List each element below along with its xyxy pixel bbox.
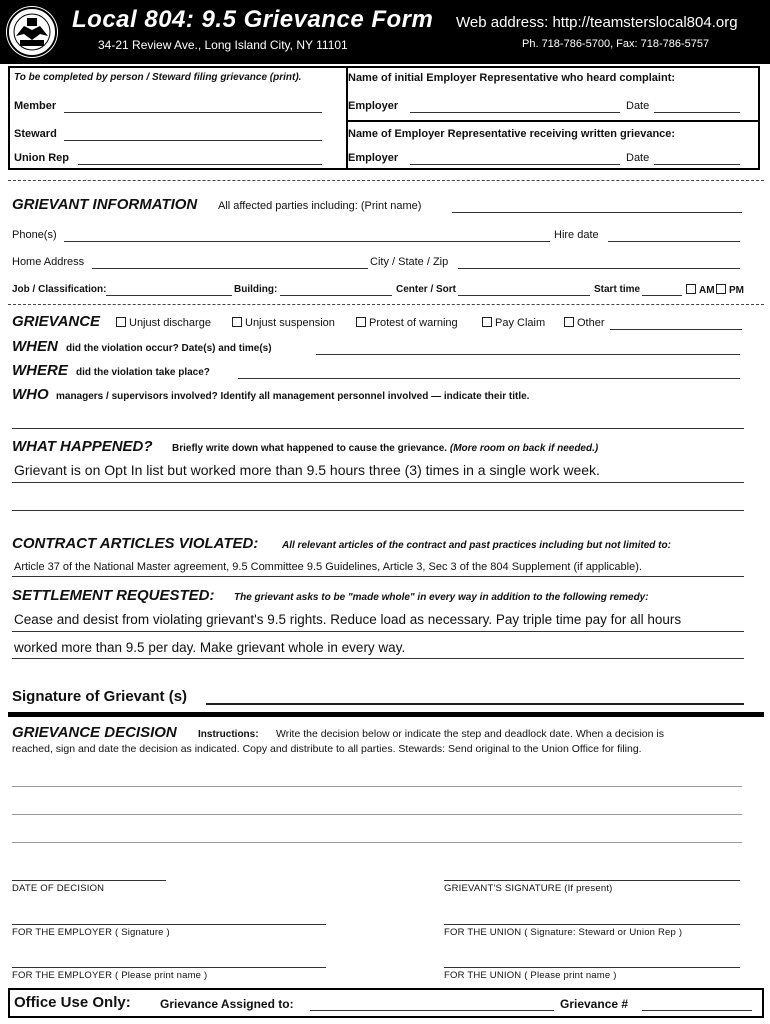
contract-line [12,576,744,577]
union-rep-field[interactable] [78,164,322,165]
grievant-info-subtitle: All affected parties including: (Print name) [218,200,422,212]
employer-2-label: Employer [348,152,399,164]
checkbox-icon [356,317,366,327]
am-option[interactable]: AM [686,284,715,296]
phone-field[interactable] [64,241,550,242]
who-text: managers / supervisors involved? Identify all management personnel involved — indicate their title. [56,391,530,402]
what-happened-instructions: Briefly write down what happened to cause the grievance. (More room on back if needed.) [172,443,599,454]
union-address: 34-21 Review Ave., Long Island City, NY 11101 [98,38,348,52]
phone-fax: Ph. 718-786-5700, Fax: 718-786-5757 [522,38,710,50]
web-address[interactable]: Web address: http://teamsterslocal804.org [456,14,738,31]
grievant-info-title: GRIEVANT INFORMATION [12,196,198,213]
form-header [0,0,770,64]
contract-subtitle: All relevant articles of the contract and past practices including but not limited to: [282,540,671,551]
option-other[interactable]: Other [564,317,605,329]
checkbox-icon [482,317,492,327]
union-print-label: FOR THE UNION ( Please print name ) [444,970,617,981]
employer-1-field[interactable] [410,112,620,113]
decision-line-3[interactable] [12,842,742,843]
steward-label: Steward [14,128,57,140]
job-field[interactable] [106,295,232,296]
grievance-number-label: Grievance # [560,997,629,1011]
where-field[interactable] [238,378,740,379]
union-rep-label: Union Rep [14,152,69,164]
who-title: WHO [12,386,49,403]
what-happened-answer[interactable]: Grievant is on Opt In list but worked more than 9.5 hours three (3) times in a single work week. [14,462,600,478]
initial-employer-rep-title: Name of initial Employer Representative who heard complaint: [348,72,676,84]
decision-instructions-1: Write the decision below or indicate the step and deadlock date. When a decision is [276,728,664,740]
option-pay-claim[interactable]: Pay Claim [482,317,545,329]
form-title: Local 804: 9.5 Grievance Form [72,6,434,33]
home-address-label: Home Address [12,256,85,268]
phone-label: Phone(s) [12,229,57,241]
center-sort-field[interactable] [458,295,590,296]
checkbox-icon [564,317,574,327]
start-time-field[interactable] [642,295,682,296]
settlement-line-1[interactable]: Cease and desist from violating grievant's 9.5 rights. Reduce load as necessary. Pay triple time pay for all hours [14,612,682,627]
date-1-label: Date [626,100,650,112]
option-unjust-suspension[interactable]: Unjust suspension [232,317,335,329]
filer-instructions: To be completed by person / Steward filing grievance (print). [14,72,302,83]
contract-title: CONTRACT ARTICLES VIOLATED: [12,535,259,552]
other-field[interactable] [610,329,742,330]
grievance-assigned-field[interactable] [310,1010,554,1011]
settlement-underline-2 [12,658,744,659]
employer-1-label: Employer [348,100,399,112]
when-title: WHEN [12,338,58,355]
city-state-zip-label: City / State / Zip [370,256,449,268]
building-field[interactable] [280,295,392,296]
pm-option[interactable]: PM [716,284,744,296]
signature-field[interactable] [206,703,744,705]
checkbox-icon [116,317,126,327]
grievance-assigned-label: Grievance Assigned to: [160,997,294,1011]
grievant-signature-field[interactable] [444,880,740,881]
home-address-field[interactable] [92,268,368,269]
center-sort-label: Center / Sort [396,284,457,295]
grievant-signature-label: GRIEVANT'S SIGNATURE (If present) [444,883,613,894]
when-field[interactable] [316,354,740,355]
hire-date-label: Hire date [554,229,599,241]
employer-print-label: FOR THE EMPLOYER ( Please print name ) [12,970,208,981]
union-signature-label: FOR THE UNION ( Signature: Steward or Union Rep ) [444,927,683,938]
date-2-label: Date [626,152,650,164]
union-print-field[interactable] [444,967,740,968]
employer-2-field[interactable] [410,164,620,165]
hire-date-field[interactable] [608,241,740,242]
who-field[interactable] [12,428,744,429]
decision-line-2[interactable] [12,814,742,815]
signature-label: Signature of Grievant (s) [12,688,188,705]
employer-signature-field[interactable] [12,924,326,925]
date-of-decision-field[interactable] [12,880,166,881]
divider [8,304,764,305]
when-text: did the violation occur? Date(s) and time(s) [66,343,272,354]
date-of-decision-label: DATE OF DECISION [12,883,105,894]
option-unjust-discharge[interactable]: Unjust discharge [116,317,211,329]
where-text: did the violation take place? [76,367,210,378]
grievance-title: GRIEVANCE [12,313,101,330]
start-time-label: Start time [594,284,641,295]
what-happened-line-1[interactable] [12,482,744,483]
option-protest-warning[interactable]: Protest of warning [356,317,458,329]
checkbox-icon [716,284,726,294]
office-use-title: Office Use Only: [14,994,131,1011]
member-field[interactable] [64,112,322,113]
decision-title: GRIEVANCE DECISION [12,724,177,741]
building-label: Building: [234,284,278,295]
settlement-title: SETTLEMENT REQUESTED: [12,587,215,604]
date-2-field[interactable] [654,164,740,165]
member-label: Member [14,100,57,112]
settlement-subtitle: The grievant asks to be "made whole" in every way in addition to the following remedy: [234,592,649,603]
checkbox-icon [686,284,696,294]
receiving-employer-rep-title: Name of Employer Representative receiving written grievance: [348,128,676,140]
contract-articles-text[interactable]: Article 37 of the National Master agreement, 9.5 Committee 9.5 Guidelines, Article 3, Sec 3 of the 804 Supplement (if applicable). [14,561,642,573]
what-happened-title: WHAT HAPPENED? [12,438,153,455]
grievance-number-field[interactable] [642,1010,752,1011]
decision-instructions-2: reached, sign and date the decision as indicated. Copy and distribute to all parties. Stewards: Send original to the Union Office for filing. [12,743,642,755]
where-title: WHERE [12,362,68,379]
steward-field[interactable] [64,140,322,141]
settlement-line-2[interactable]: worked more than 9.5 per day. Make grievant whole in every way. [14,640,406,655]
job-label: Job / Classification: [12,284,107,295]
decision-line-1[interactable] [12,786,742,787]
grievant-name-field[interactable] [452,212,742,213]
divider [8,180,764,181]
settlement-underline-1 [12,631,744,632]
teamsters-logo [6,6,58,58]
date-1-field[interactable] [654,112,740,113]
checkbox-icon [232,317,242,327]
employer-signature-label: FOR THE EMPLOYER ( Signature ) [12,927,170,938]
union-signature-field[interactable] [444,924,740,925]
what-happened-line-2[interactable] [12,510,744,511]
employer-print-field[interactable] [12,967,326,968]
decision-instructions-label: Instructions: [198,729,259,740]
city-state-zip-field[interactable] [458,268,740,269]
section-bar [8,712,764,717]
